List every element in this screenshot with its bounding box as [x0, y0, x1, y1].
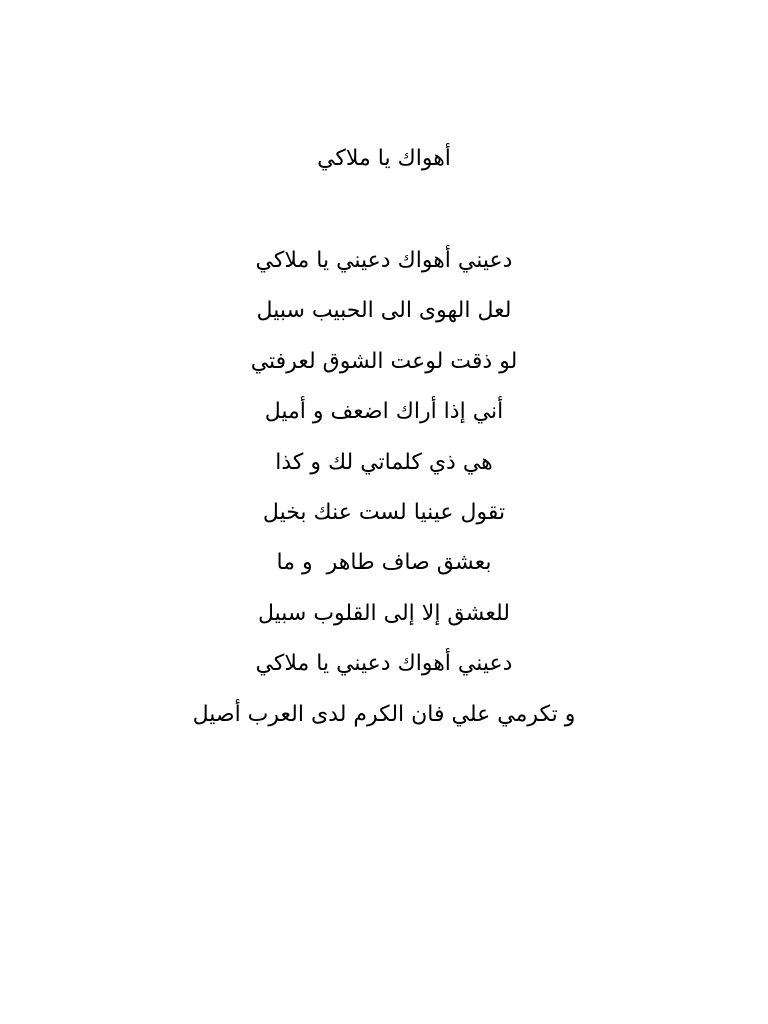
poem-line: للعشق إلا إلى القلوب سبيل — [257, 600, 511, 626]
poem-title: أهواك يا ملاكي — [317, 146, 451, 171]
poem-line: لعل الهوى الى الحبيب سبيل — [256, 298, 512, 324]
poem-line: دعيني أهواك دعيني يا ملاكي — [255, 651, 513, 677]
poem-line: لو ذقت لوعت الشوق لعرفتي — [250, 348, 518, 374]
poem-line: هي ذي كلماتي لك و كذا — [275, 449, 493, 475]
poem-line: تقول عينيا لست عنك بخيل — [262, 499, 506, 525]
poem-verses — [0, 244, 768, 748]
poem-line: أني إذا أراك اضعف و أميل — [264, 399, 504, 425]
poem-line: بعشق صاف طاهر و ما — [276, 550, 492, 576]
poem-line: دعيني أهواك دعيني يا ملاكي — [255, 248, 513, 273]
poem-line: و تكرمي علي فان الكرم لدى العرب أصيل — [192, 701, 576, 727]
